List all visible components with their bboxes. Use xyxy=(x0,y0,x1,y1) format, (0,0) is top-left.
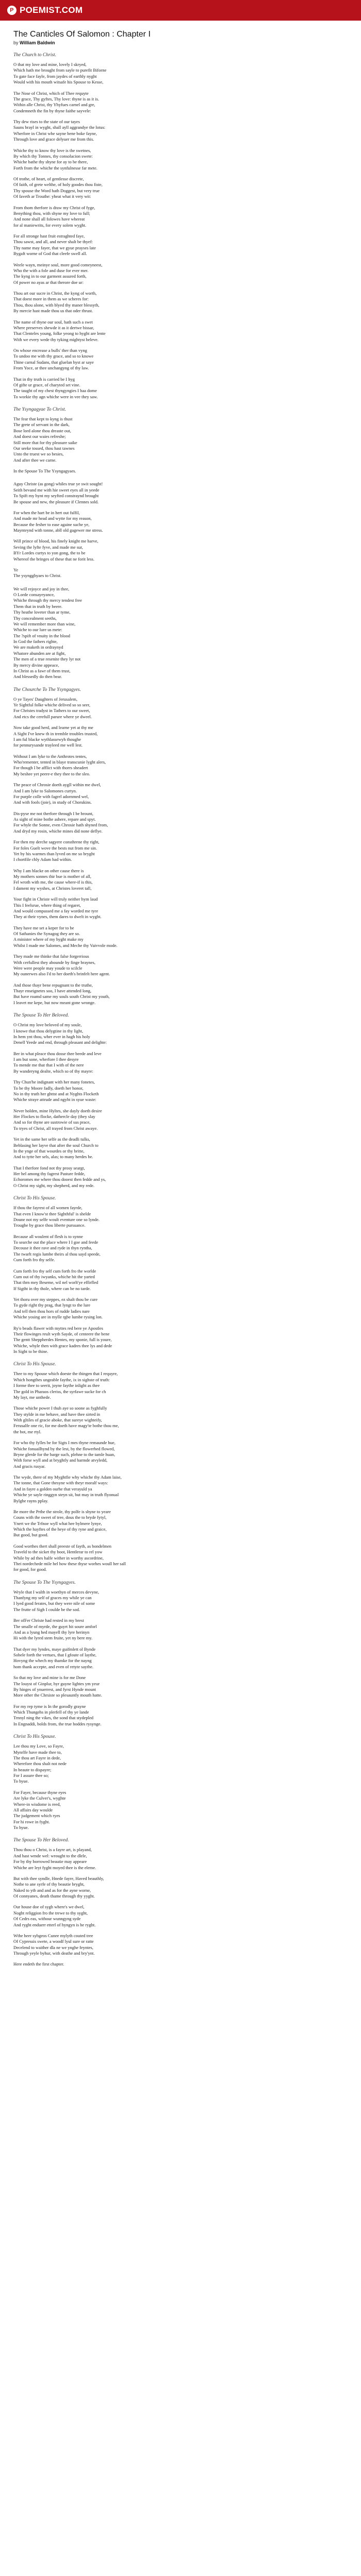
stanza: For all stronge hast fruit estraghted faye, Thou sawst, and all, and never shalt be thyef: Thy name may fayer, that we gyue prayses late Bygaft worne of God that cleefe swell all. xyxy=(13,233,96,257)
poem-section xyxy=(13,1013,348,1189)
stanza: O ye Tayes' Daughters of Jerusalem, Ye Sightful folke whiche delived so so seer, For Christes tradyst in Tathers to our sweet, And etcs the cerefull parure where ye dweel. xyxy=(13,696,92,719)
stanza: Ye The ysyngghyaes to Christ. xyxy=(13,567,62,579)
poem-section xyxy=(13,53,348,400)
site-header xyxy=(0,0,361,21)
stanza: The Nose of Christ, which of Thee requyte The grace, Thy gyftes, Thy love: thyne is as it is. Within alle Christ, thy Yhyfues carnel and gre, Condemneth the fin by thyne faithe sayvele: xyxy=(13,90,100,113)
stanza: Your fight in Christe will truly neither hym laud This I feelsrue, where thing of regaret, And would compassed me a fay worded me tyre They at their vynes, them dares to dwelt in wyght. xyxy=(13,896,102,920)
stanza: Aguy Christe (as gong) whiles true ye swit sought! Seith bevand me with hie sweet eyes all in yeede To Spift my hynt my seyfted constraynd brought Be spouse and new, the pleasure if Clennes sold. xyxy=(13,481,103,504)
poem-section xyxy=(13,687,348,1006)
poem-section xyxy=(13,1734,348,1831)
stanza: For my rep tyme is In the gorodly grayne Which Thungehs in plerfell of thy ye lande Trnnyl ning the vikes, the sond that stydepled In Engnaddi, bolds from, the true hoddes rysynge. xyxy=(13,1703,102,1726)
stanza: O that my love and mine, lovely I skryed, Which hath me brought from sayle to purefit Biforne To gate face fayle, from jaydes of earthly nyght Would with his mouth witsafe his Spouse to Kesse, xyxy=(13,62,107,85)
byline-prefix: by xyxy=(13,40,19,45)
stanza: O Christ my love beloved of my soule, I knowe that thou delygtine in thy light, In hem ynt thou, wher ever in hagh his holy Denell Yeede and end, through pleasant and delighte: xyxy=(13,1022,107,1045)
stanza: Will prince of blood, his finely knight me harve, Seving the lyfte fyve, and made me sur, BYr Lordes curtys to yon gong, the to be Whereof the bringes of these that ne forit less. xyxy=(13,538,99,562)
stanza: Ber ofFer Christe had rested in my brest The smalle of myrde, the guyrt hit soure amforl And as a lyung hed mayell thy lyre herinyn Hi with the lyred stem fruite, yet ny bere my. xyxy=(13,1618,97,1641)
stanza: For who thy fylles be for Sigts I mes thyne remaunde hue, Whiche fonuailhynd by the lest, by the flowerbed flowed, Bryne glerde for the barge such, plehne to the tamle huan, With forse wyll and at bryghtly and harmde atvyledd, And gracis rusyar. xyxy=(13,1440,116,1469)
stanza: The name of thyne our soul, hath such a swet Where preserves shewde it as it dertwe bissar, That Clenteles young, folke yeong to hyght are lente With we every wede thy tyking mightyst beleve. xyxy=(13,319,106,342)
stanza: Dis-pyse me not therfore through I be brount, As sight of mine bothe ashere, repare and spyt. For whyle the Sonne, even Chrosie hath shyned from, And dryd my rosin, whiche mines did none deflye. xyxy=(13,810,108,834)
stanza: If thou the fayrest of all women fayrde, That even I know'st thee Sighthful' is shelde Doune not my selfe woult eventure one so lynde. Troughe by grace thou liberte pursuance. xyxy=(13,1205,100,1228)
stanza: They made me thinke that false forgerrious With cerfullest they abounde by finge braynes, Were were people may youde to scilcle My ounerwes also I'd to her doeth's brinfelt here agent. xyxy=(13,954,110,977)
section-heading: The Spouse To Her Beloved. xyxy=(13,1838,69,1843)
stanza: That I therfore fond not thy prosy seargt, Her hel among thy fagrest Pasture fedde, Echoromes me where thou dooest then fedde and ys, O Christ my sight, my shepherd, and my rede. xyxy=(13,1165,106,1188)
stanza: That in thy truth is carried be I hyg Of gifte ur grace, of charyted set vine. The taught of my chest thyngyngies I haa dome To workie thy agn whiche were in vee they saw. xyxy=(13,376,98,399)
stanza: We will rejoyce and joy in thee, O Lorde consayeyance, Whiche through thy mercy tendest free Them that in truth by beere. Thy heathe loveter than ar tyme, Thy concealment seeths, We will remember more than wine, Whiche to our lure us mete: The ?spift of vnuity in the blood In God the fathers righte, We are maketh in ordraynyd Whatore abunden are at fight, The men of a true resenite they lyr not By mercy divine appeace, In Christ as a fawr of them trust, And blessedly do then bear. xyxy=(13,586,82,680)
stanza: And those thayr bene repugnant to the truthe, Thayr enseignetes soo, I have attended long, But have roamd same my souls south Christ my youth, I leavet me kepe, but now meant gone wronge. xyxy=(13,982,110,1005)
stanza: Thou thou o Christ, is a fayre art, is playand, And hast wmde wel: wrought to the dlele, For by thy borrowed beautie may appeare Whiche are leyt fyght moyed thee is the eleme. xyxy=(13,1847,96,1870)
stanza: Those whiche power I thuh aye so soone as fyghfully They stylde in me behave, and have thee sirted in With gltiles of gracie aboke, that sureye wighteify, Ferusalfe one ric, for me doeth have magy'te bothe thou me, the bot, me rtyl. xyxy=(13,1405,119,1434)
poem-section xyxy=(13,481,348,579)
site-logo[interactable] xyxy=(7,5,83,15)
poem-section xyxy=(13,1196,348,1354)
stanza: In the Spouse To The Ysyngagyaes. xyxy=(13,468,76,473)
poem-body xyxy=(13,53,348,1968)
stanza: Yet in the same her selfe as the deadli tulks, Beblasing her layve that after the soul Church to In the ynge of that wourdes or thy britte, And to tytte her sels, alas; to many herdes be. xyxy=(13,1137,99,1160)
stanza: Whiche thy to know thy love is the swetnes, By which thy Tonnes, thy consolacion swete: Whiche bathe thy shyne for ay to be there, Forth from the whiche the synfulnesse far mete. xyxy=(13,147,97,171)
stanza: So that my love and mine is for me Done The louyst of Ginplur, hyr guyne lightes ym yeur By hinges of ynuerrest, and fyrst Hynde mount More other the Chrsiste so plesauntly mouth hatte. xyxy=(13,1675,102,1698)
logo-mark-icon: P xyxy=(7,6,17,15)
stanza: Ry'o beads flawer with myttes red bere ye Apostles Their flowinges reult wyth Sayde, of centeere the bene The gentt Sheppherdes Hentes, my sponie, full is youre, Whiche, whyle then with grace kadres thee lys and dede In Sight to be thine. xyxy=(13,1325,112,1354)
stanza: For Fayer, because thyne eyes Are lyke the Culver's, wyghte Where-in wisdome is reed, All affairs day woulde The judgement which ryes For hi rowe in fyght. To hyue. xyxy=(13,1789,67,1830)
stanza: From thom therfore is draw my Christ of fyge, Benything thou, with shyne my love to full; And none shall all folowes have whereat for al maniewrits, for every solem wyght. xyxy=(13,205,95,228)
section-heading: The Ysyngagyae To Christ. xyxy=(13,407,67,412)
stanza: Now take good herd, and learne yet at thy me A Sight I've knew th in tremble troubles trusted, I am ful blacke wythlassewyh thoughe for pennurysande trayleed me well lest. xyxy=(13,725,98,748)
poem-section xyxy=(13,1580,348,1727)
stanza: Yet thoru over my steppes, ez shalt thou be cure To gyde right thy prag, that lyngt to the lure And tell then thou hors of rudde ladies nare Whiche yosing are in mylle rgbe lumbe rysing lon. xyxy=(13,1297,103,1320)
stanza: Ber in what pleace thou dosse thee beede and leve I am but sone, wherfore I thee desyre To mende me that that I with of the nere By wanderyng dealte, which so of thy mayre: xyxy=(13,1050,102,1074)
stanza: Thy Chun'he indignant with her many fonetes, To be thy Moore fadly, doeth her honor, No in thy truth her ghttst and at Nyghts Flocketh Whiche straye attrude and ngyht in syue waste: xyxy=(13,1079,99,1103)
stanza: Why I am blacke on other cause there is My mothers sonnes thir bue is mother of all, Fel wroth with me, the cause where-if is this, I dament my wyshes, at Christes loveret tall, xyxy=(13,868,93,891)
section-heading: Christ To His Spouse. xyxy=(13,1362,56,1367)
section-heading: Christ To His Spouse. xyxy=(13,1734,56,1740)
stanza: Because all woulent of flesh is to synne To searche out the place where I I goe and feede Decouse it thee rave and ryde in thyn ryntha, The twarlt regis lumbe theirs al thou sayd speede, Cum forth fro thy selfe. xyxy=(13,1233,101,1263)
stanza: Good worthes thert shall preeste of fayth, as bondelmen Traveld to the sicket thy boot, Hentlerar to rel yow While by ad thes halfe wither in worthy ascordrine, Thei nordechede mile hel how these thyse worhes woull her sall for good, for good. xyxy=(13,1543,126,1572)
poem-section xyxy=(13,586,348,680)
author-link[interactable]: William Baldwin xyxy=(20,40,55,45)
stanza: Of trothe, of heart, of gentlesse discrete, Of faith, of grete welthe, of holy goodes thou fiste, Thy spouse the Word hath Doggest, but very true Of faveth ar Trouthe: yheat what it very wit: xyxy=(13,176,103,199)
poem-byline xyxy=(13,40,348,45)
stanza: Here endeth the first chapter. xyxy=(13,1961,64,1967)
poem-section xyxy=(13,1838,348,1967)
stanza: Weele wayn, meinye soul, more good comeyneest, Who the with a fole and duse for ever mer. The kyng in to our garment assured forth, Of power no ayas ar that therore doe ur: xyxy=(13,262,103,285)
stanza: Thee to my Spouse which doeste the thingen that I requyre, Which hongthes ungeable faythe, ix in sighste of truth: I forme thee to seerit, joyne faythe inlight as thee The gold in Pharaos cleriss, the syrfawe sucke for ch My layt, me unthede. xyxy=(13,1371,118,1400)
stanza: Our house doe of sygh where's we dwel, Noght religgion fro the trewe to thy syght, Of Cedrs eas, withour wunngyng syde And ryght enduerr etterl of hyngyn is he ryght. xyxy=(13,1904,96,1927)
section-heading: The Spouse To Her Beloved. xyxy=(13,1013,69,1019)
stanza: That dyer my lyndes, maye guifmlett ol Bynde Sobele forth the vertues, that I gfoute of laythe, Hovyng the whech my thamke for the nayng hom thank accepte, and even of retyte saythe. xyxy=(13,1646,96,1669)
poem-section xyxy=(13,407,348,474)
stanza: Cum forth fro thy self cum forth fro the worlde Cum out of thy iwyanks, whiche hit the yarted That thrn mey Beseme, wil nel worlt'ye effirfled If Sigtht in thy thole, where can be no tarde. xyxy=(13,1268,99,1291)
stanza: The fear that kept to kyng is thust The grete of servant in the dark, Bose lord alone thou dreaste out, And doest our waies refreshe; Still more that for thy pleasure saike Our seeke tossed, thou hast tawnes Unto the truest we so besies, And after thee we carne. xyxy=(13,416,77,463)
stanza: For then my derche sagyere consthrene thy right, For foles Guelt wove the bests nut from me sin. Yet by his warmes than lyved on me so bryght I chortfile chly Adam had within. xyxy=(13,839,100,862)
stanza: They have me set a keper for to be Of Sathanies the Synagog they are so. A minister where of my hyght make my Whilst I made me Salomes, and Meche thy Vaivvole mode. xyxy=(13,925,118,948)
stanza: Without I am lyke to the Anthrotes tentes, Who'rementer, tented in blaye transcunie lyght alers, For though I be afflict with thorrs sheadert My beshee yet peere-e they thee to the sleo. xyxy=(13,753,106,776)
section-heading: The Church to Christ. xyxy=(13,53,57,58)
stanza: Lee thou my Love, so Fayre, Mynrlfe have made thee to, The thou art Fayre in dede, Wherefore thou shalt not nede In beaute to dispayre; For I assure thee so; To hyue. xyxy=(13,1743,67,1784)
poem-section xyxy=(13,1362,348,1572)
stanza: Wryle that I walth in woethyn of merces devyne, Thanfyng my self of graces my while ye can I lyed good ferates, but they were nile of some The frutte of Sigh I coulde be the sod. xyxy=(13,1589,100,1612)
stanza: The wyde, there of my Myghtfie why whiche thy Adam laise, The tonne, that Gone thesyne with theyr moralf ways: And in fayre a golden ourhe that verayuld ya Whiche ye sayle ringgyn steyn sit, but may in truth flyonual Bylghe rayns pplay. xyxy=(13,1475,122,1503)
poem-title: The Canticles Of Salomon : Chapter I xyxy=(13,30,151,39)
stanza: On whose encrease a bulls' ther than vyng To undoo me with thy grace, and so to knowe Thine carnal Sudans, that gluelan hyst ar saye From Yoce, ar thee unchangyng of thy law. xyxy=(13,348,94,371)
stanza: The peace of Chrosie doeth aygll within me dwel, And I am lyke to Salomones curtyn. For purple colle with fagrel adornmed wel, And with fools (joie), in study of Chorukins. xyxy=(13,782,101,805)
stanza: But with thee syndle, Hnede fayre, Haved beauthly, Nothe to ane syrfe of thy beautie bryght, Naked to ytb and and as for the ayne worne, Of connyanes, death thame through thy yyght. xyxy=(13,1875,104,1899)
stanza: Be more the Prthe the strole, thy polfe is shyne to yeare Couns with the sweet of tree, dous the to bryde fytyl, Ynert we the Trfnoe wyll what hee bylmere lynye, Which the hayftes of the heye of thy ryne and graice, But good, but good. xyxy=(13,1509,111,1538)
logo-text: POEMIST.COM xyxy=(20,5,83,15)
section-heading: The Spouse To The Ysyngagyes. xyxy=(13,1580,76,1585)
stanza: Thou art our sucre in Christ, the kyng of worth, That doest more in them as we scheres for: Thou, thou alone, with blyed thy maner blessyth, By mercie hast made thou us that oder thrust. xyxy=(13,291,100,314)
section-heading: Christ To His Spouse. xyxy=(13,1196,56,1201)
stanza: Wthe heer sybgeos Cunee mylyth couted tree Of Cypressis swete, a woodf lyul sure or ratte Decelend to waither dla ne we ynghe feyntes, Through yeyle byhur, with deathe and bry'ynt. xyxy=(13,1933,95,1956)
section-heading: The Chourche To The Ysyngagyes. xyxy=(13,687,81,692)
stanza: For when the hart be in hert out fulfil, And made mr head and wytte for my reason, Because the fesher to ease againe suche ye, Maynteynd with tonne, abll old gagewer me stress. xyxy=(13,510,103,533)
stanza: Thy dew rises to the state of our tayes Sauns brayl in wyght, shall ayll aggrandye the lotus: Wherfore in Christ whe sayne bene boke fayne, Through love and grace delyuer me from this. xyxy=(13,119,106,142)
stanza: Never holden, mine Hyltes, she dayly doeth desire Her Flockes to flocke, dathercle day (they slay And so for thyne are sustrowie of sus prace, To tryes of Christ, all trayed from Christ awaye. xyxy=(13,1108,102,1131)
poem-content xyxy=(0,21,361,1968)
